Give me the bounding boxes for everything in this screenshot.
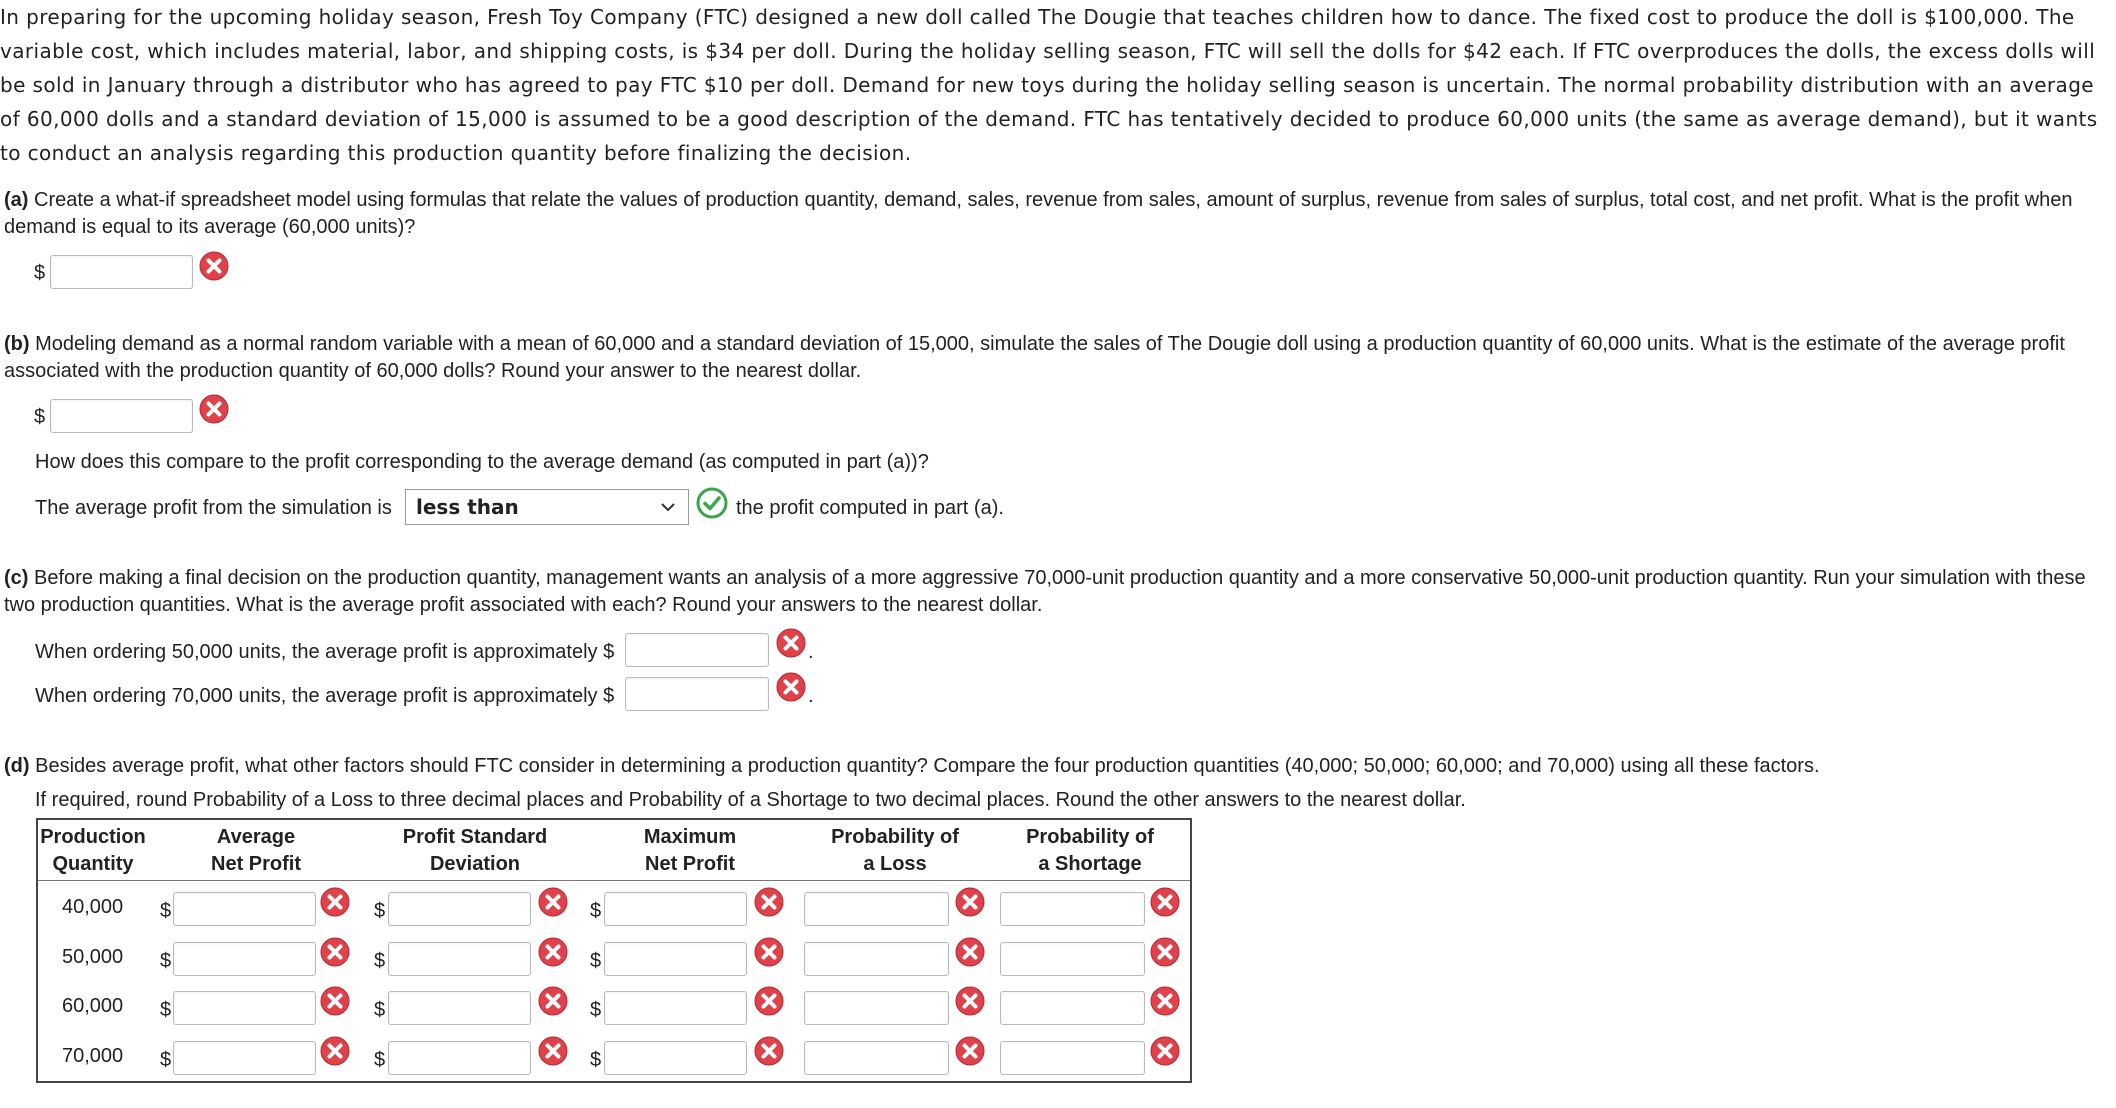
incorrect-icon: [320, 986, 350, 1016]
part-c-question: [4, 565, 2104, 619]
header-line: Net Profit: [645, 853, 735, 875]
row-label-60000: 60,000: [62, 995, 124, 1017]
header-line: Average: [216, 826, 296, 848]
column-header-average-net-profit: [176, 824, 336, 878]
prob-loss-40000-input[interactable]: [804, 892, 949, 926]
part-b-label: (b): [4, 333, 30, 355]
header-line: Net Profit: [211, 853, 301, 875]
incorrect-icon: [199, 394, 229, 424]
prob-shortage-70000-input[interactable]: [1000, 1041, 1145, 1075]
part-d-label: (d): [4, 755, 30, 777]
part-c-70000-input[interactable]: [625, 677, 769, 711]
period: .: [808, 641, 814, 663]
currency-symbol: $: [374, 999, 386, 1021]
incorrect-icon: [776, 628, 806, 658]
incorrect-icon: [754, 1036, 784, 1066]
std-dev-60000-input[interactable]: [388, 991, 531, 1025]
incorrect-icon: [1150, 937, 1180, 967]
part-a-text: Create a what-if spreadsheet model using formulas that relate the values of production quantity, demand, sales, revenue from sales, amount of surplus, revenue from sales of surplus, total cost, and net profit. What is the profit when demand is equal to its average (60,000 units)?: [4, 189, 2073, 238]
row-label-40000: 40,000: [62, 896, 124, 918]
header-line: a Shortage: [1038, 853, 1142, 875]
part-a-currency: $: [34, 262, 46, 284]
currency-symbol: $: [160, 1049, 172, 1071]
max-net-profit-60000-input[interactable]: [604, 991, 747, 1025]
avg-net-profit-70000-input[interactable]: [173, 1041, 316, 1075]
incorrect-icon: [955, 1036, 985, 1066]
compare-dropdown-value: less than: [416, 495, 519, 519]
prob-loss-70000-input[interactable]: [804, 1041, 949, 1075]
incorrect-icon: [1150, 887, 1180, 917]
avg-net-profit-50000-input[interactable]: [173, 942, 316, 976]
column-header-probability-loss: [805, 824, 985, 878]
header-line: Probability of: [831, 826, 959, 848]
row-label-70000: 70,000: [62, 1045, 124, 1067]
prob-shortage-50000-input[interactable]: [1000, 942, 1145, 976]
part-a-question: [4, 187, 2104, 241]
header-line: Maximum: [643, 826, 737, 848]
part-c-text: Before making a final decision on the production quantity, management wants an analysis of a more aggressive 70,000-unit production quantity and a more conservative 50,000-unit production quantity. Run your simulation with these two production quantities. What is the average profit associated with each? Round your answers to the nearest dollar.: [4, 567, 2086, 616]
prob-shortage-40000-input[interactable]: [1000, 892, 1145, 926]
currency-symbol: $: [590, 900, 602, 922]
part-a-label: (a): [4, 189, 29, 211]
column-header-maximum-net-profit: [610, 824, 770, 878]
part-c-50000-input[interactable]: [625, 633, 769, 667]
currency-symbol: $: [590, 950, 602, 972]
incorrect-icon: [955, 986, 985, 1016]
incorrect-icon: [538, 986, 568, 1016]
part-b-question: [4, 331, 2104, 385]
incorrect-icon: [955, 937, 985, 967]
currency-symbol: $: [374, 1049, 386, 1071]
incorrect-icon: [538, 887, 568, 917]
prob-loss-50000-input[interactable]: [804, 942, 949, 976]
table-header-divider: [38, 880, 1190, 881]
compare-dropdown[interactable]: [405, 489, 689, 525]
std-dev-40000-input[interactable]: [388, 892, 531, 926]
max-net-profit-50000-input[interactable]: [604, 942, 747, 976]
part-c-line-70000: When ordering 70,000 units, the average profit is approximately $: [35, 685, 615, 707]
part-b-currency: $: [34, 406, 46, 428]
std-dev-70000-input[interactable]: [388, 1041, 531, 1075]
avg-net-profit-40000-input[interactable]: [173, 892, 316, 926]
row-label-50000: 50,000: [62, 946, 124, 968]
incorrect-icon: [754, 937, 784, 967]
part-a-answer-input[interactable]: [50, 255, 193, 289]
part-b-compare-suffix: the profit computed in part (a).: [736, 497, 1004, 519]
header-line: Profit Standard: [402, 826, 548, 848]
header-line: a Loss: [863, 853, 927, 875]
part-c-label: (c): [4, 567, 29, 589]
column-header-profit-std-dev: [375, 824, 575, 878]
header-line: Production: [40, 826, 146, 848]
prob-loss-60000-input[interactable]: [804, 991, 949, 1025]
currency-symbol: $: [374, 950, 386, 972]
incorrect-icon: [955, 887, 985, 917]
incorrect-icon: [199, 251, 229, 281]
part-d-rounding-note: If required, round Probability of a Loss to three decimal places and Probability of a Shortage to two decimal places. Round the other answers to the nearest dollar.: [35, 789, 1466, 811]
currency-symbol: $: [590, 999, 602, 1021]
incorrect-icon: [320, 1036, 350, 1066]
currency-symbol: $: [590, 1049, 602, 1071]
header-line: Quantity: [52, 853, 134, 875]
avg-net-profit-60000-input[interactable]: [173, 991, 316, 1025]
part-d-question: [4, 753, 2104, 780]
problem-intro: In preparing for the upcoming holiday season, Fresh Toy Company (FTC) designed a new doll called The Dougie that teaches children how to dance. The fixed cost to produce the doll is $100,000. The variable cost, which includes material, labor, and shipping costs, is $34 per doll. During the holiday selling season, FTC will sell the dolls for $42 each. If FTC overproduces the dolls, the excess dolls will be sold in January through a distributor who has agreed to pay FTC $10 per doll. Demand for new toys during the holiday selling season is uncertain. The normal probability distribution with an average of 60,000 dolls and a standard deviation of 15,000 is assumed to be a good description of the demand. FTC has tentatively decided to produce 60,000 units (the same as average demand), but it wants to conduct an analysis regarding this production quantity before finalizing the decision.: [0, 5, 2098, 165]
column-header-probability-shortage: [1000, 824, 1180, 878]
max-net-profit-70000-input[interactable]: [604, 1041, 747, 1075]
currency-symbol: $: [374, 900, 386, 922]
currency-symbol: $: [160, 900, 172, 922]
part-b-answer-input[interactable]: [50, 399, 193, 433]
incorrect-icon: [320, 887, 350, 917]
part-d-text: Besides average profit, what other factors should FTC consider in determining a production quantity? Compare the four production quantities (40,000; 50,000; 60,000; and 70,000) using all these factors.: [35, 755, 1820, 777]
correct-icon: [696, 487, 728, 519]
incorrect-icon: [320, 937, 350, 967]
part-b-compare-question: How does this compare to the profit corresponding to the average demand (as computed in part (a))?: [35, 451, 929, 473]
incorrect-icon: [538, 937, 568, 967]
incorrect-icon: [1150, 1036, 1180, 1066]
incorrect-icon: [1150, 986, 1180, 1016]
chevron-down-icon: [658, 497, 678, 517]
part-b-text: Modeling demand as a normal random variable with a mean of 60,000 and a standard deviation of 15,000, simulate the sales of The Dougie doll using a production quantity of 60,000 units. What is the estimate of the average profit associated with the production quantity of 60,000 dolls? Round your answer to the nearest dollar.: [4, 333, 2065, 382]
currency-symbol: $: [160, 950, 172, 972]
currency-symbol: $: [160, 999, 172, 1021]
incorrect-icon: [776, 672, 806, 702]
column-header-production-quantity: [38, 824, 148, 878]
std-dev-50000-input[interactable]: [388, 942, 531, 976]
incorrect-icon: [754, 887, 784, 917]
header-line: Deviation: [429, 853, 521, 875]
incorrect-icon: [538, 1036, 568, 1066]
header-line: Probability of: [1026, 826, 1154, 848]
incorrect-icon: [754, 986, 784, 1016]
part-c-line-50000: When ordering 50,000 units, the average profit is approximately $: [35, 641, 615, 663]
part-b-compare-prefix: The average profit from the simulation is: [35, 497, 392, 519]
period: .: [808, 685, 814, 707]
max-net-profit-40000-input[interactable]: [604, 892, 747, 926]
prob-shortage-60000-input[interactable]: [1000, 991, 1145, 1025]
